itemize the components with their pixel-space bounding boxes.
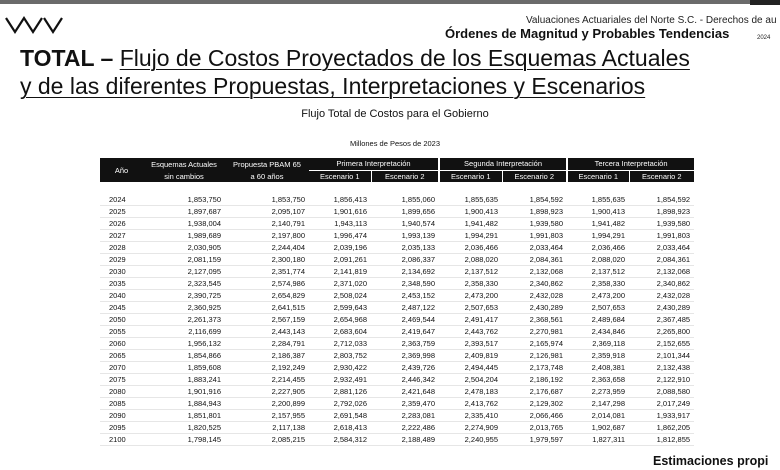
- row-value-cell: 2,574,986: [225, 278, 309, 290]
- row-year-cell: 2029: [100, 254, 143, 266]
- row-value-cell: 2,186,192: [502, 374, 567, 386]
- row-value-cell: 2,222,486: [371, 422, 439, 434]
- row-value-cell: 1,798,145: [143, 434, 225, 446]
- table-row: [100, 398, 694, 410]
- table-row: [100, 422, 694, 434]
- table-row: [100, 278, 694, 290]
- row-value-cell: 2,478,183: [439, 386, 502, 398]
- row-value-cell: 2,017,249: [629, 398, 694, 410]
- row-value-cell: 2,035,133: [371, 242, 439, 254]
- row-value-cell: 2,443,762: [439, 326, 502, 338]
- row-value-cell: 2,430,289: [629, 302, 694, 314]
- row-value-cell: 2,507,653: [567, 302, 629, 314]
- row-value-cell: 2,469,544: [371, 314, 439, 326]
- header-g3-esc2: Escenario 2: [629, 170, 694, 182]
- row-value-cell: 2,088,020: [567, 254, 629, 266]
- row-year-cell: 2080: [100, 386, 143, 398]
- row-year-cell: 2100: [100, 434, 143, 446]
- row-value-cell: 2,641,515: [225, 302, 309, 314]
- row-value-cell: 2,567,159: [225, 314, 309, 326]
- row-value-cell: 2,453,152: [371, 290, 439, 302]
- row-value-cell: 2,494,445: [439, 362, 502, 374]
- row-value-cell: 2,599,643: [309, 302, 371, 314]
- top-rule-accent: [750, 0, 780, 5]
- row-value-cell: 1,853,750: [143, 194, 225, 206]
- table-row: [100, 290, 694, 302]
- row-value-cell: 2,390,725: [143, 290, 225, 302]
- row-value-cell: 2,127,095: [143, 266, 225, 278]
- row-value-cell: 2,368,561: [502, 314, 567, 326]
- header-g2-esc2: Escenario 2: [502, 170, 567, 182]
- row-value-cell: 2,792,026: [309, 398, 371, 410]
- row-value-cell: 1,820,525: [143, 422, 225, 434]
- row-value-cell: 1,855,635: [439, 194, 502, 206]
- row-value-cell: 1,933,917: [629, 410, 694, 422]
- row-value-cell: 2,358,330: [439, 278, 502, 290]
- row-value-cell: 1,856,413: [309, 194, 371, 206]
- row-value-cell: 2,367,485: [629, 314, 694, 326]
- title-strong: TOTAL –: [20, 45, 114, 71]
- row-value-cell: 2,270,981: [502, 326, 567, 338]
- row-value-cell: 2,323,545: [143, 278, 225, 290]
- row-value-cell: 2,265,800: [629, 326, 694, 338]
- row-value-cell: 1,902,687: [567, 422, 629, 434]
- row-value-cell: 2,340,862: [502, 278, 567, 290]
- row-year-cell: 2060: [100, 338, 143, 350]
- header-group-2: Segunda Interpretación: [439, 158, 567, 170]
- row-year-cell: 2030: [100, 266, 143, 278]
- row-value-cell: 2,033,464: [629, 242, 694, 254]
- row-value-cell: 2,176,687: [502, 386, 567, 398]
- row-year-cell: 2055: [100, 326, 143, 338]
- row-value-cell: 2,881,126: [309, 386, 371, 398]
- header-year: Año: [100, 158, 143, 182]
- table-caption: Flujo Total de Costos para el Gobierno: [301, 108, 489, 120]
- row-value-cell: 1,853,750: [225, 194, 309, 206]
- row-value-cell: 2,408,381: [567, 362, 629, 374]
- row-value-cell: 2,430,289: [502, 302, 567, 314]
- row-value-cell: 2,192,249: [225, 362, 309, 374]
- organization-name: Valuaciones Actuariales del Norte S.C. - Derechos de au: [526, 15, 777, 26]
- table-row: [100, 386, 694, 398]
- row-value-cell: 2,084,361: [629, 254, 694, 266]
- row-value-cell: 2,283,081: [371, 410, 439, 422]
- row-value-cell: 1,901,616: [309, 206, 371, 218]
- row-year-cell: 2040: [100, 290, 143, 302]
- row-value-cell: 2,200,899: [225, 398, 309, 410]
- row-value-cell: 2,335,410: [439, 410, 502, 422]
- header-g3-esc1: Escenario 1: [567, 170, 629, 182]
- row-value-cell: 2,227,905: [225, 386, 309, 398]
- row-value-cell: 2,140,791: [225, 218, 309, 230]
- row-value-cell: 1,899,656: [371, 206, 439, 218]
- row-value-cell: 2,066,466: [502, 410, 567, 422]
- company-logo-icon: [4, 15, 64, 35]
- row-value-cell: 2,432,028: [629, 290, 694, 302]
- row-value-cell: 2,274,909: [439, 422, 502, 434]
- row-value-cell: 1,939,580: [502, 218, 567, 230]
- row-value-cell: 2,030,905: [143, 242, 225, 254]
- row-value-cell: 2,129,302: [502, 398, 567, 410]
- footer-note: Estimaciones propi: [653, 454, 769, 468]
- row-year-cell: 2070: [100, 362, 143, 374]
- row-value-cell: 1,851,801: [143, 410, 225, 422]
- table-row: [100, 254, 694, 266]
- row-value-cell: 1,956,132: [143, 338, 225, 350]
- row-value-cell: 2,508,024: [309, 290, 371, 302]
- document-subtitle: Órdenes de Magnitud y Probables Tendencias: [445, 26, 730, 41]
- row-value-cell: 1,941,482: [439, 218, 502, 230]
- row-value-cell: 2,157,955: [225, 410, 309, 422]
- row-value-cell: 2,086,337: [371, 254, 439, 266]
- table-row: [100, 218, 694, 230]
- row-year-cell: 2090: [100, 410, 143, 422]
- header-g1-esc1: Escenario 1: [309, 170, 371, 182]
- row-value-cell: 2,363,658: [567, 374, 629, 386]
- row-value-cell: 1,827,311: [567, 434, 629, 446]
- row-value-cell: 2,141,819: [309, 266, 371, 278]
- table-spacer-row: [100, 182, 694, 194]
- row-value-cell: 2,654,829: [225, 290, 309, 302]
- row-value-cell: 2,188,489: [371, 434, 439, 446]
- row-value-cell: 1,854,592: [502, 194, 567, 206]
- row-value-cell: 1,859,608: [143, 362, 225, 374]
- row-value-cell: 2,132,068: [629, 266, 694, 278]
- table-row: [100, 326, 694, 338]
- row-value-cell: 1,897,687: [143, 206, 225, 218]
- table-row: [100, 434, 694, 446]
- row-year-cell: 2035: [100, 278, 143, 290]
- table-row: [100, 194, 694, 206]
- row-value-cell: 2,473,200: [567, 290, 629, 302]
- table-row: [100, 362, 694, 374]
- top-rule: [0, 0, 780, 4]
- row-value-cell: 2,132,438: [629, 362, 694, 374]
- row-value-cell: 2,261,373: [143, 314, 225, 326]
- row-value-cell: 2,013,765: [502, 422, 567, 434]
- row-value-cell: 2,147,298: [567, 398, 629, 410]
- row-value-cell: 2,340,862: [629, 278, 694, 290]
- row-value-cell: 1,854,592: [629, 194, 694, 206]
- row-year-cell: 2045: [100, 302, 143, 314]
- header-pbam-1: Propuesta PBAM 65: [225, 158, 309, 170]
- row-value-cell: 2,434,846: [567, 326, 629, 338]
- header-actual-2: sin cambios: [143, 170, 225, 182]
- row-value-cell: 2,369,998: [371, 350, 439, 362]
- row-value-cell: 2,446,342: [371, 374, 439, 386]
- row-year-cell: 2050: [100, 314, 143, 326]
- row-value-cell: 1,938,004: [143, 218, 225, 230]
- row-value-cell: 2,240,955: [439, 434, 502, 446]
- header-g2-esc1: Escenario 1: [439, 170, 502, 182]
- table-row: [100, 242, 694, 254]
- header-actual-1: Esquemas Actuales: [143, 158, 225, 170]
- row-value-cell: 2,186,387: [225, 350, 309, 362]
- row-value-cell: 2,419,647: [371, 326, 439, 338]
- row-value-cell: 2,683,604: [309, 326, 371, 338]
- row-value-cell: 2,197,800: [225, 230, 309, 242]
- title-text-1: Flujo de Costos Proyectados de los Esquemas Actuales: [119, 45, 690, 71]
- row-value-cell: 1,855,060: [371, 194, 439, 206]
- row-value-cell: 2,489,684: [567, 314, 629, 326]
- row-year-cell: 2025: [100, 206, 143, 218]
- row-value-cell: 1,991,803: [502, 230, 567, 242]
- row-value-cell: 2,504,204: [439, 374, 502, 386]
- row-value-cell: 2,432,028: [502, 290, 567, 302]
- header-group-1: Primera Interpretación: [309, 158, 439, 170]
- row-value-cell: 2,618,413: [309, 422, 371, 434]
- row-value-cell: 2,360,925: [143, 302, 225, 314]
- table-row: [100, 314, 694, 326]
- row-value-cell: 2,439,726: [371, 362, 439, 374]
- row-value-cell: 1,941,482: [567, 218, 629, 230]
- row-value-cell: 2,039,196: [309, 242, 371, 254]
- row-value-cell: 2,584,312: [309, 434, 371, 446]
- row-value-cell: 2,137,512: [567, 266, 629, 278]
- row-value-cell: 2,712,033: [309, 338, 371, 350]
- row-value-cell: 2,487,122: [371, 302, 439, 314]
- row-value-cell: 2,409,819: [439, 350, 502, 362]
- table-units: Millones de Pesos de 2023: [349, 139, 441, 148]
- row-value-cell: 2,803,752: [309, 350, 371, 362]
- row-value-cell: 2,473,200: [439, 290, 502, 302]
- title-line-2: [20, 72, 690, 100]
- row-value-cell: 2,369,118: [567, 338, 629, 350]
- row-year-cell: 2024: [100, 194, 143, 206]
- row-value-cell: 2,363,759: [371, 338, 439, 350]
- cost-flow-table: [100, 158, 694, 446]
- row-value-cell: 2,359,918: [567, 350, 629, 362]
- row-value-cell: 1,855,635: [567, 194, 629, 206]
- row-value-cell: 2,132,068: [502, 266, 567, 278]
- row-value-cell: 2,095,107: [225, 206, 309, 218]
- title-line-1: [20, 44, 690, 72]
- row-value-cell: 2,122,910: [629, 374, 694, 386]
- row-value-cell: 2,101,344: [629, 350, 694, 362]
- row-value-cell: 1,812,855: [629, 434, 694, 446]
- table-row: [100, 338, 694, 350]
- row-value-cell: 1,900,413: [567, 206, 629, 218]
- row-value-cell: 2,134,692: [371, 266, 439, 278]
- table-row: [100, 374, 694, 386]
- row-value-cell: 2,117,138: [225, 422, 309, 434]
- header-g1-esc2: Escenario 2: [371, 170, 439, 182]
- row-value-cell: 2,137,512: [439, 266, 502, 278]
- row-value-cell: 1,854,866: [143, 350, 225, 362]
- row-value-cell: 2,152,655: [629, 338, 694, 350]
- row-value-cell: 1,996,474: [309, 230, 371, 242]
- row-value-cell: 2,214,455: [225, 374, 309, 386]
- row-value-cell: 2,421,648: [371, 386, 439, 398]
- row-value-cell: 1,991,803: [629, 230, 694, 242]
- row-value-cell: 1,940,574: [371, 218, 439, 230]
- row-value-cell: 2,033,464: [502, 242, 567, 254]
- row-value-cell: 2,932,491: [309, 374, 371, 386]
- row-value-cell: 2,413,762: [439, 398, 502, 410]
- table-row: [100, 230, 694, 242]
- row-value-cell: 1,898,923: [502, 206, 567, 218]
- row-value-cell: 2,036,466: [567, 242, 629, 254]
- row-value-cell: 2,091,261: [309, 254, 371, 266]
- row-value-cell: 2,359,470: [371, 398, 439, 410]
- header-pbam-2: a 60 años: [225, 170, 309, 182]
- row-value-cell: 2,351,774: [225, 266, 309, 278]
- row-value-cell: 2,244,404: [225, 242, 309, 254]
- row-value-cell: 2,443,143: [225, 326, 309, 338]
- row-year-cell: 2065: [100, 350, 143, 362]
- document-year: 2024: [757, 35, 771, 41]
- row-value-cell: 2,036,466: [439, 242, 502, 254]
- row-value-cell: 2,930,422: [309, 362, 371, 374]
- row-value-cell: 2,507,653: [439, 302, 502, 314]
- row-year-cell: 2028: [100, 242, 143, 254]
- row-value-cell: 2,491,417: [439, 314, 502, 326]
- row-value-cell: 1,862,205: [629, 422, 694, 434]
- table-row: [100, 266, 694, 278]
- row-value-cell: 1,993,139: [371, 230, 439, 242]
- row-value-cell: 2,273,959: [567, 386, 629, 398]
- row-value-cell: 1,994,291: [567, 230, 629, 242]
- row-year-cell: 2095: [100, 422, 143, 434]
- row-value-cell: 1,994,291: [439, 230, 502, 242]
- row-value-cell: 1,883,241: [143, 374, 225, 386]
- row-value-cell: 2,088,580: [629, 386, 694, 398]
- row-value-cell: 1,989,689: [143, 230, 225, 242]
- header-group-3: Tercera Interpretación: [567, 158, 694, 170]
- row-value-cell: 2,085,215: [225, 434, 309, 446]
- row-value-cell: 1,943,113: [309, 218, 371, 230]
- row-value-cell: 2,284,791: [225, 338, 309, 350]
- table-row: [100, 350, 694, 362]
- row-value-cell: 2,126,981: [502, 350, 567, 362]
- row-year-cell: 2085: [100, 398, 143, 410]
- row-value-cell: 2,088,020: [439, 254, 502, 266]
- row-value-cell: 1,898,923: [629, 206, 694, 218]
- row-year-cell: 2027: [100, 230, 143, 242]
- row-value-cell: 2,654,968: [309, 314, 371, 326]
- row-value-cell: 2,084,361: [502, 254, 567, 266]
- table-row: [100, 206, 694, 218]
- row-value-cell: 2,165,974: [502, 338, 567, 350]
- row-value-cell: 1,900,413: [439, 206, 502, 218]
- table-row: [100, 410, 694, 422]
- row-value-cell: 2,348,590: [371, 278, 439, 290]
- page-title: [20, 44, 690, 100]
- row-value-cell: 2,173,748: [502, 362, 567, 374]
- title-text-2: y de las diferentes Propuestas, Interpretaciones y Escenarios: [20, 73, 646, 99]
- row-year-cell: 2026: [100, 218, 143, 230]
- row-value-cell: 2,081,159: [143, 254, 225, 266]
- row-value-cell: 2,393,517: [439, 338, 502, 350]
- row-value-cell: 1,884,943: [143, 398, 225, 410]
- row-value-cell: 2,014,081: [567, 410, 629, 422]
- row-value-cell: 2,371,020: [309, 278, 371, 290]
- row-value-cell: 1,939,580: [629, 218, 694, 230]
- row-value-cell: 2,358,330: [567, 278, 629, 290]
- table-body: [100, 182, 694, 446]
- row-value-cell: 2,691,548: [309, 410, 371, 422]
- row-value-cell: 2,116,699: [143, 326, 225, 338]
- row-value-cell: 1,901,916: [143, 386, 225, 398]
- row-year-cell: 2075: [100, 374, 143, 386]
- row-value-cell: 1,979,597: [502, 434, 567, 446]
- row-value-cell: 2,300,180: [225, 254, 309, 266]
- table-row: [100, 302, 694, 314]
